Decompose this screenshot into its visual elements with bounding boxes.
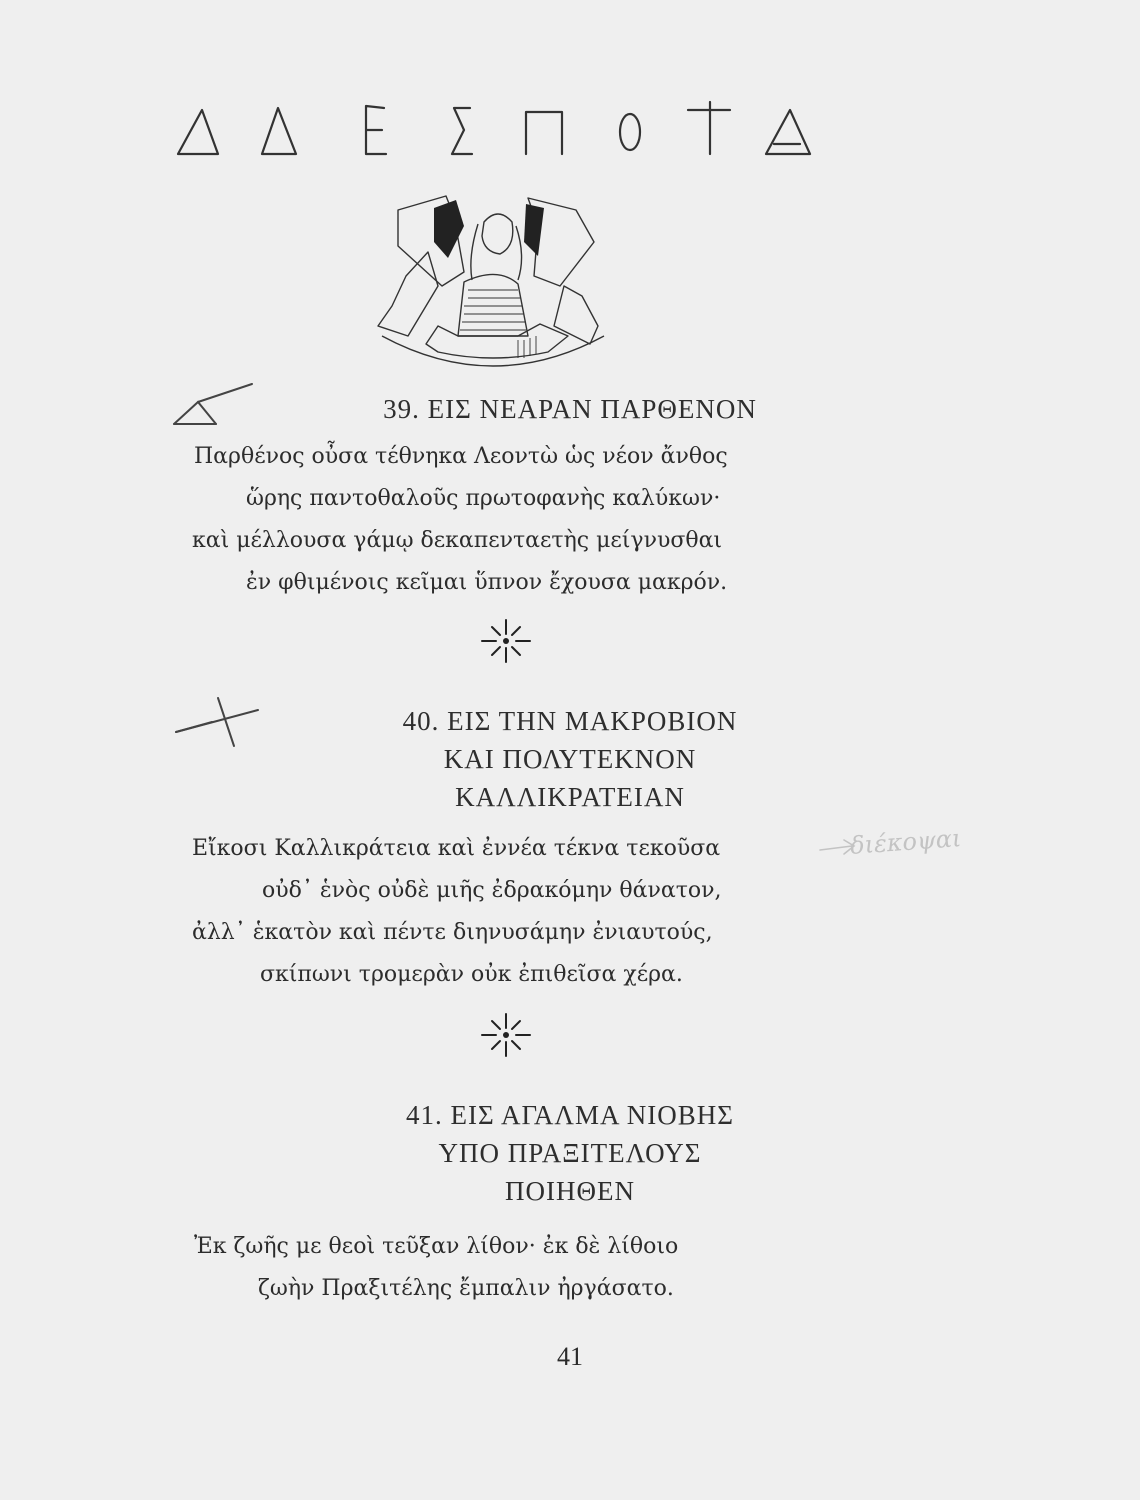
star-ornament-icon: [476, 616, 536, 666]
verse-line: Παρθένος οὖσα τέθνηκα Λεοντὼ ὡς νέον ἄνθος: [194, 444, 728, 469]
poem-41-heading: [0, 1096, 1140, 1210]
heading-line: ΠΟΙΗΘΕΝ: [505, 1176, 635, 1206]
margin-note: διέκοψαι: [849, 824, 963, 860]
star-ornament-icon: [476, 1010, 536, 1060]
heading-line: ΥΠΟ ΠΡΑΞΙΤΕΛΟΥΣ: [438, 1138, 702, 1168]
verse-line: οὐδ᾽ ἑνὸς οὐδὲ μιῆς ἐδρακόμην θάνατον,: [262, 878, 722, 903]
verse-line: Ἐκ ζωῆς με θεοὶ τεῦξαν λίθον· ἐκ δὲ λίθοιο: [194, 1234, 679, 1259]
heading-line: ΚΑΙ ΠΟΛΥΤΕΚΝΟΝ: [443, 744, 697, 774]
verse-line: ζωὴν Πραξιτέλης ἔμπαλιν ἠργάσατο.: [258, 1276, 674, 1301]
seated-woman-vignette-icon: [368, 186, 618, 376]
verse-line: ὥρης παντοθαλοῦς πρωτοφανὴς καλύκων·: [246, 486, 721, 511]
heading-line: 40. ΕΙΣ ΤΗΝ ΜΑΚΡΟΒΙΟΝ: [402, 706, 738, 736]
poem-40-heading: [0, 702, 1140, 816]
verse-line: ἐν φθιμένοις κεῖμαι ὕπνον ἔχουσα μακρόν.: [246, 570, 728, 595]
verse-line: καὶ μέλλουσα γάμῳ δεκαπενταετὴς μείγνυσθαι: [192, 528, 723, 553]
heading-line: ΚΑΛΛΙΚΡΑΤΕΙΑΝ: [455, 782, 685, 812]
heading-line: 41. ΕΙΣ ΑΓΑΛΜΑ ΝΙΟΒΗΣ: [406, 1100, 734, 1130]
verse-line: Εἴκοσι Καλλικράτεια καὶ ἐννέα τέκνα τεκοῦσα: [192, 836, 721, 861]
page-title: [170, 96, 830, 166]
verse-line: σκίπωνι τρομερὰν οὐκ ἐπιθεῖσα χέρα.: [260, 962, 683, 987]
poem-39-heading: [0, 390, 1140, 428]
heading-line: 39. ΕΙΣ ΝΕΑΡΑΝ ΠΑΡΘΕΝΟΝ: [383, 394, 757, 424]
verse-line: ἀλλ᾽ ἑκατὸν καὶ πέντε διηνυσάμην ἐνιαυτούς,: [192, 920, 713, 945]
page-number: 41: [557, 1342, 583, 1371]
